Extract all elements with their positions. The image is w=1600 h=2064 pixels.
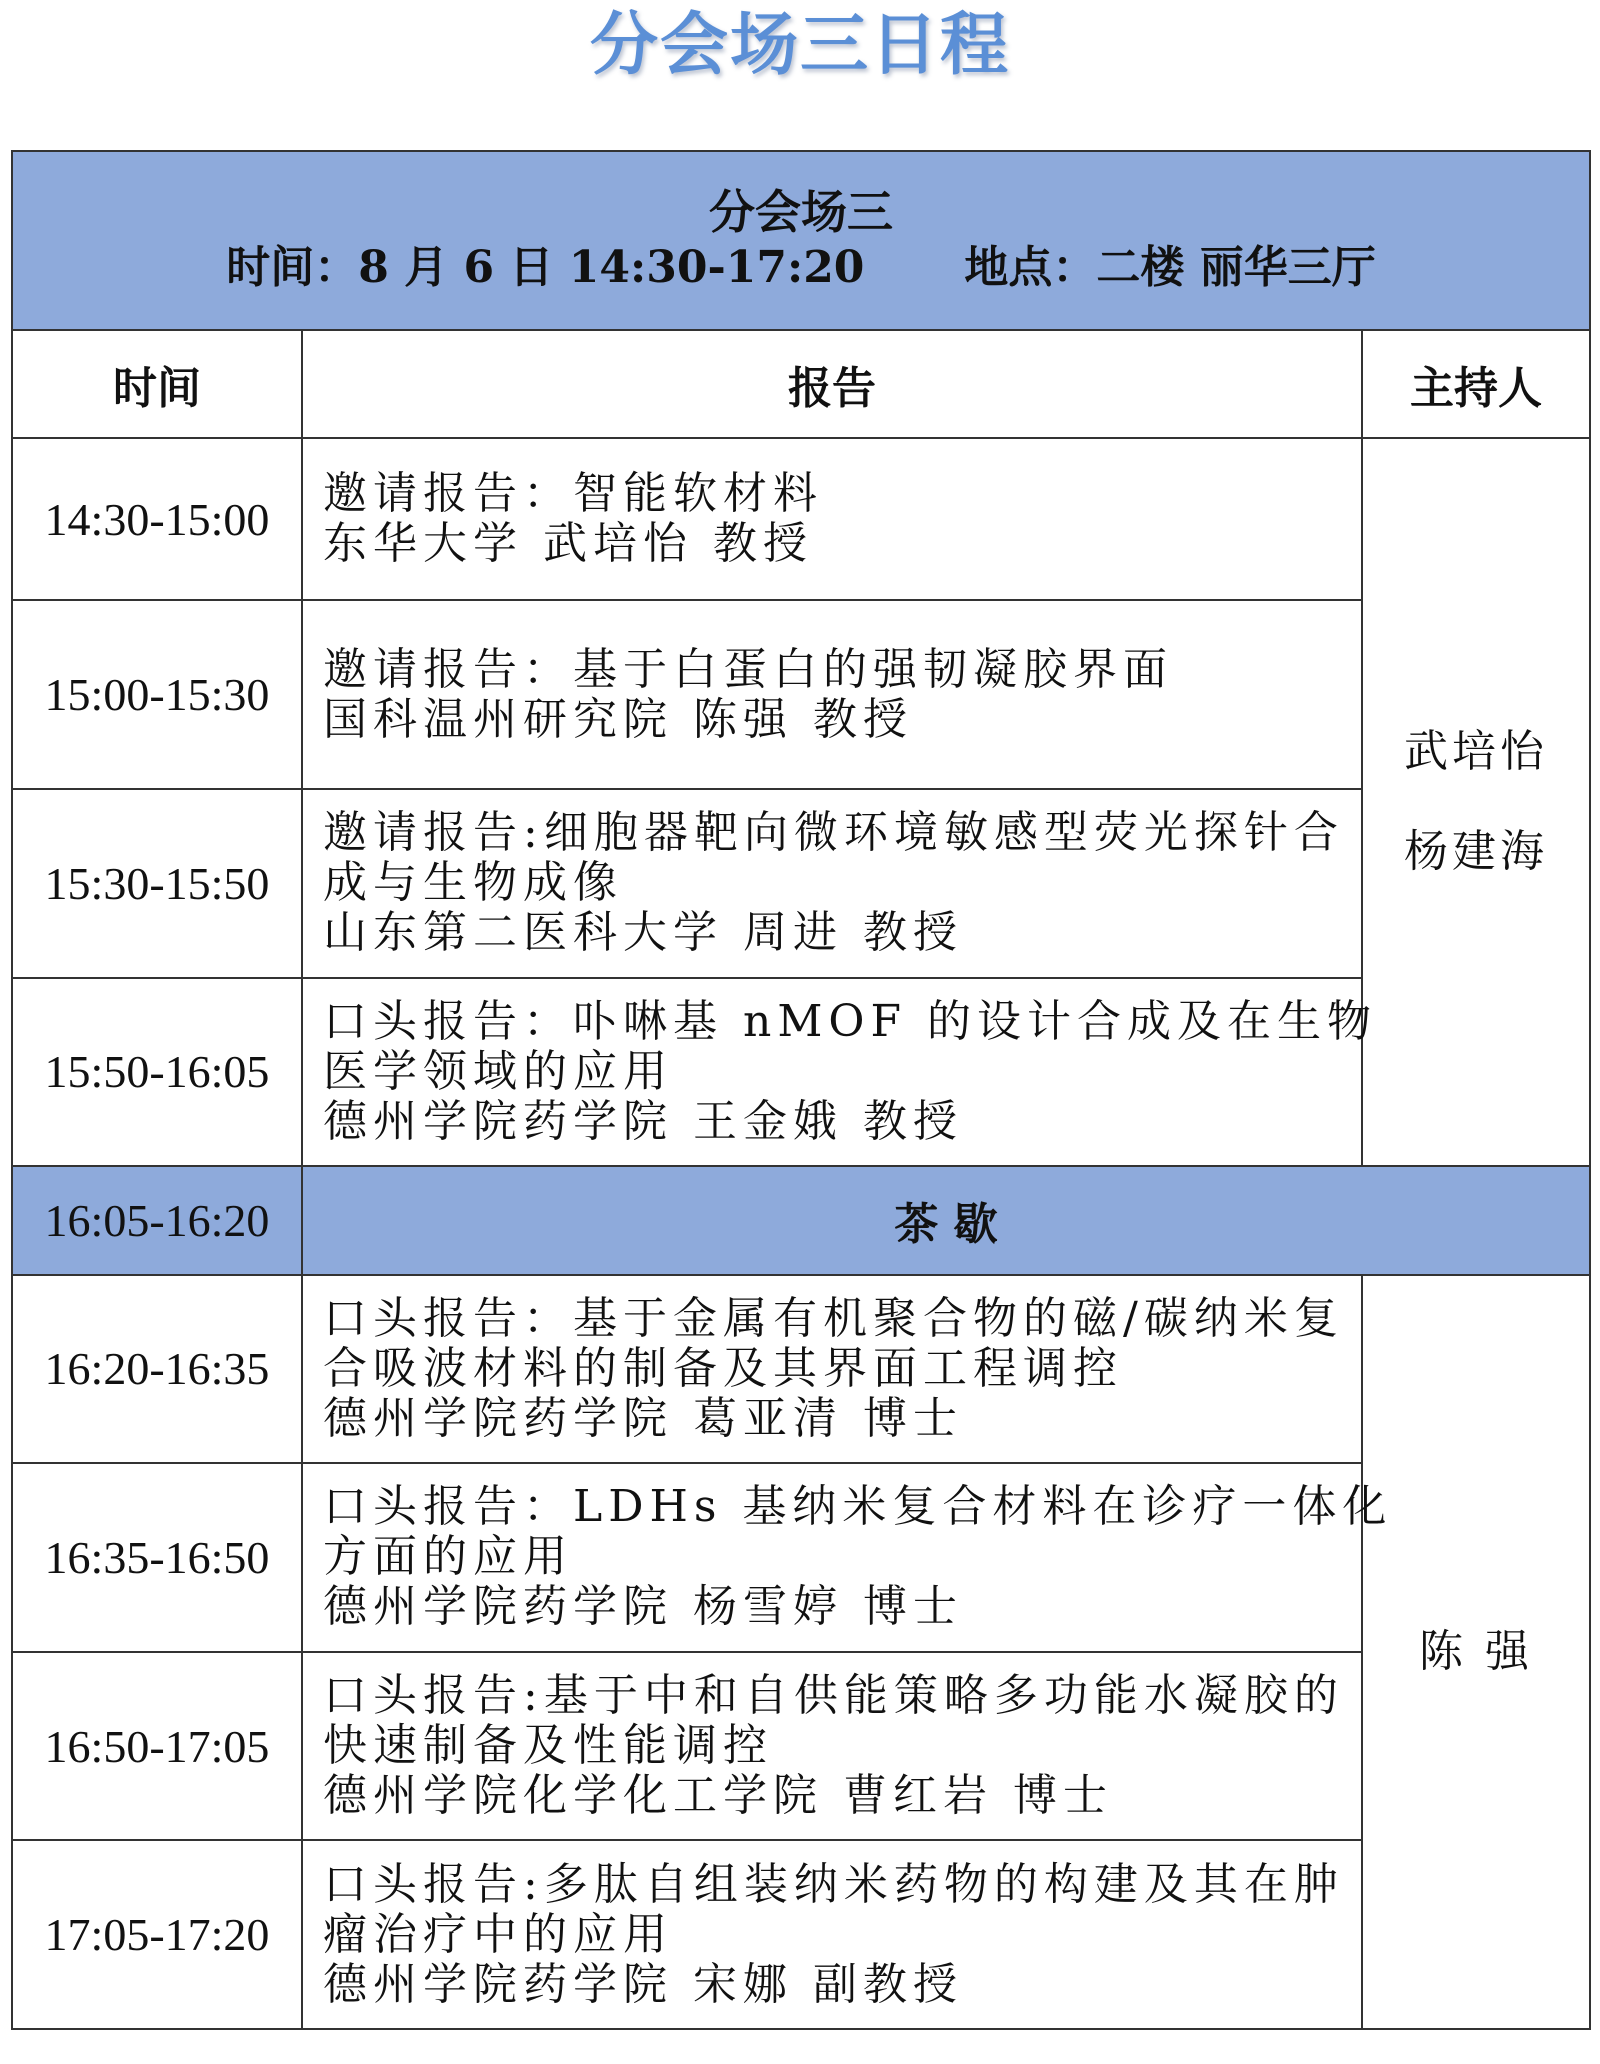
session-time: 时间：8 月 6 日 14:30-17:20: [226, 242, 865, 294]
table-row: [12, 978, 1590, 1167]
report-speaker: 国科温州研究院 陈强 教授: [323, 693, 913, 745]
report-title-cont: 瘤治疗中的应用: [323, 1908, 673, 1960]
report-title-cont: 医学领域的应用: [323, 1045, 673, 1097]
banner-row: [12, 151, 1590, 330]
host-name: 武培怡: [1404, 726, 1548, 778]
schedule-table: [11, 150, 1591, 2030]
page-title: 分会场三日程: [589, 6, 1010, 85]
session-time-cell: 15:00-15:30: [12, 600, 302, 789]
report-speaker: 东华大学 武培怡 教授: [323, 518, 813, 570]
session-time-cell: 14:30-15:00: [12, 438, 302, 601]
report-title: 口头报告:基于中和自供能策略多功能水凝胶的: [323, 1670, 1344, 1722]
report-cell: [302, 1652, 1362, 1841]
table-row: [12, 789, 1590, 978]
report-cell: [302, 1463, 1393, 1652]
report-title-cont: 成与生物成像: [323, 857, 623, 909]
report-title: 邀请报告：智能软材料: [323, 468, 823, 520]
table-row: [12, 1463, 1590, 1652]
host-cell-first: [1362, 438, 1590, 1166]
table-row: [12, 600, 1590, 789]
report-cell: [302, 789, 1362, 978]
report-speaker: 德州学院药学院 杨雪婷 博士: [323, 1581, 963, 1633]
report-speaker: 山东第二医科大学 周进 教授: [323, 907, 963, 959]
tea-break-label: 茶 歇: [302, 1166, 1590, 1274]
report-title-cont: 方面的应用: [323, 1531, 573, 1583]
session-banner: [12, 151, 1590, 330]
table-row: [12, 1840, 1590, 2029]
report-title: 口头报告：基于金属有机聚合物的磁/碳纳米复: [323, 1292, 1344, 1344]
report-title: 口头报告:多肽自组装纳米药物的构建及其在肿: [323, 1858, 1344, 1910]
host-cell-second: [1362, 1275, 1590, 2029]
report-title: 邀请报告：基于白蛋白的强韧凝胶界面: [323, 643, 1173, 695]
session-location: 地点：二楼 丽华三厅: [964, 242, 1376, 294]
table-row: [12, 1652, 1590, 1841]
report-cell: [302, 438, 1362, 601]
report-title: 邀请报告:细胞器靶向微环境敏感型荧光探针合: [323, 807, 1344, 859]
report-cell: [302, 1275, 1362, 1464]
session-time-cell: 16:50-17:05: [12, 1652, 302, 1841]
session-time-cell: 17:05-17:20: [12, 1840, 302, 2029]
report-speaker: 德州学院药学院 葛亚清 博士: [323, 1392, 963, 1444]
report-cell: [302, 978, 1377, 1167]
report-speaker: 德州学院化学化工学院 曹红岩 博士: [323, 1770, 1113, 1822]
report-title: 口头报告：LDHs 基纳米复合材料在诊疗一体化: [323, 1481, 1393, 1533]
host-name: 陈 强: [1419, 1625, 1533, 1677]
table-row: [12, 1275, 1590, 1464]
session-time-cell: 16:20-16:35: [12, 1275, 302, 1464]
report-speaker: 德州学院药学院 王金娥 教授: [323, 1095, 963, 1147]
table-row: [12, 438, 1590, 601]
session-time-cell: 15:50-16:05: [12, 978, 302, 1167]
header-report: 报告: [302, 330, 1362, 438]
session-name: 分会场三: [709, 185, 893, 240]
header-host: 主持人: [1362, 330, 1590, 438]
tea-break-row: [12, 1166, 1590, 1274]
header-row: [12, 330, 1590, 438]
report-speaker: 德州学院药学院 宋娜 副教授: [323, 1958, 963, 2010]
report-cell: [302, 1840, 1362, 2029]
session-time-cell: 15:30-15:50: [12, 789, 302, 978]
tea-break-time: 16:05-16:20: [12, 1166, 302, 1274]
header-time: 时间: [12, 330, 302, 438]
host-name: 杨建海: [1404, 826, 1548, 878]
session-time-cell: 16:35-16:50: [12, 1463, 302, 1652]
report-title: 口头报告：卟啉基 nMOF 的设计合成及在生物: [323, 995, 1377, 1047]
report-title-cont: 快速制备及性能调控: [323, 1720, 773, 1772]
report-cell: [302, 600, 1362, 789]
session-info: [13, 240, 1589, 296]
report-title-cont: 合吸波材料的制备及其界面工程调控: [323, 1342, 1123, 1394]
